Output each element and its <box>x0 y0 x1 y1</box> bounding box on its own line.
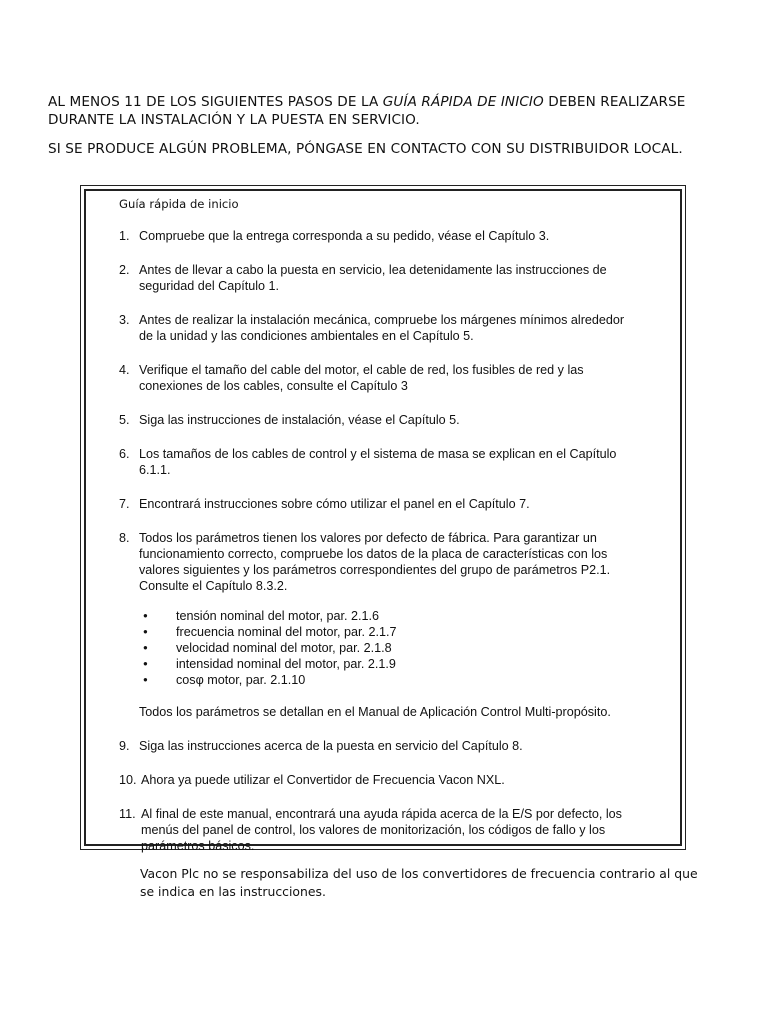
list-item: ● velocidad nominal del motor, par. 2.1.8 <box>139 640 639 656</box>
step-text: Antes de realizar la instalación mecánica, compruebe los márgenes mínimos alrededor de la unidad y las condiciones ambientales en el Capítulo 5. <box>139 313 625 343</box>
list-item: ● intensidad nominal del motor, par. 2.1.9 <box>139 656 639 672</box>
step-10 <box>119 772 639 788</box>
step-text: Todos los parámetros tienen los valores por defecto de fábrica. Para garantizar un funcionamiento correcto, compruebe los datos de la placa de características con los valores siguientes y los parámetros correspondientes del grupo de parámetros P2.1. Consulte el Capítulo 8.3.2. <box>139 531 611 593</box>
list-item: ● tensión nominal del motor, par. 2.1.6 <box>139 608 639 624</box>
step-5 <box>119 412 639 428</box>
disclaimer <box>140 865 700 901</box>
parameters-note: Todos los parámetros se detallan en el Manual de Aplicación Control Multi-propósito. <box>139 705 611 719</box>
steps-list <box>119 228 639 854</box>
intro-line-1 <box>48 93 738 129</box>
step-4 <box>119 362 639 394</box>
quick-start-box <box>80 185 686 853</box>
step-text: Encontrará instrucciones sobre cómo utilizar el panel en el Capítulo 7. <box>139 497 530 511</box>
step-number: 4. <box>119 363 130 377</box>
intro-line-2: SI SE PRODUCE ALGÚN PROBLEMA, PÓNGASE EN CONTACTO CON SU DISTRIBUIDOR LOCAL. <box>48 141 683 157</box>
step-11 <box>119 806 639 854</box>
step-text: Antes de llevar a cabo la puesta en servicio, lea detenidamente las instrucciones de seguridad del Capítulo 1. <box>139 263 607 293</box>
step-text: Los tamaños de los cables de control y el sistema de masa se explican en el Capítulo 6.1.1. <box>139 447 617 477</box>
step-1 <box>119 228 639 244</box>
quick-start-title: Guía rápida de inicio <box>119 197 239 211</box>
intro-line-1-end: DEBEN REALIZARSE DURANTE LA INSTALACIÓN Y LA PUESTA EN SERVICIO. <box>48 94 686 128</box>
step-text: Siga las instrucciones acerca de la puesta en servicio del Capítulo 8. <box>139 739 523 753</box>
step-number: 6. <box>119 447 130 461</box>
step-text: Verifique el tamaño del cable del motor, el cable de red, los fusibles de red y las conexiones de los cables, consulte el Capítulo 3 <box>139 363 584 393</box>
motor-parameters-list <box>139 608 639 688</box>
step-3 <box>119 312 639 344</box>
step-text: Ahora ya puede utilizar el Convertidor de Frecuencia Vacon NXL. <box>141 773 505 787</box>
list-item: ● cosφ motor, par. 2.1.10 <box>139 672 639 688</box>
step-text: Al final de este manual, encontrará una ayuda rápida acerca de la E/S por defecto, los menús del panel de control, los valores de monitorización, los códigos de fallo y los parámetros básicos. <box>141 807 622 853</box>
step-number: 7. <box>119 497 130 511</box>
step-9 <box>119 738 639 754</box>
step-number: 3. <box>119 313 130 327</box>
step-text: Siga las instrucciones de instalación, véase el Capítulo 5. <box>139 413 460 427</box>
step-6 <box>119 446 639 478</box>
step-2 <box>119 262 639 294</box>
step-number: 9. <box>119 739 130 753</box>
intro-line-1-start: AL MENOS 11 DE LOS SIGUIENTES PASOS DE LA <box>48 94 383 110</box>
step-number: 11. <box>119 807 136 821</box>
disclaimer-text: Vacon Plc no se responsabiliza del uso de los convertidores de frecuencia contrario al que se indica en las instrucciones. <box>140 866 698 899</box>
step-text: Compruebe que la entrega corresponda a su pedido, véase el Capítulo 3. <box>139 229 550 243</box>
quick-start-content <box>119 196 639 872</box>
step-7 <box>119 496 639 512</box>
step-number: 1. <box>119 229 130 243</box>
intro-guide-title: GUÍA RÁPIDA DE INICIO <box>382 94 544 110</box>
step-8 <box>119 530 639 720</box>
step-number: 10. <box>119 773 137 787</box>
intro-text <box>48 93 738 158</box>
list-item: ● frecuencia nominal del motor, par. 2.1.7 <box>139 624 639 640</box>
step-number: 2. <box>119 263 130 277</box>
step-number: 8. <box>119 531 130 545</box>
step-number: 5. <box>119 413 130 427</box>
